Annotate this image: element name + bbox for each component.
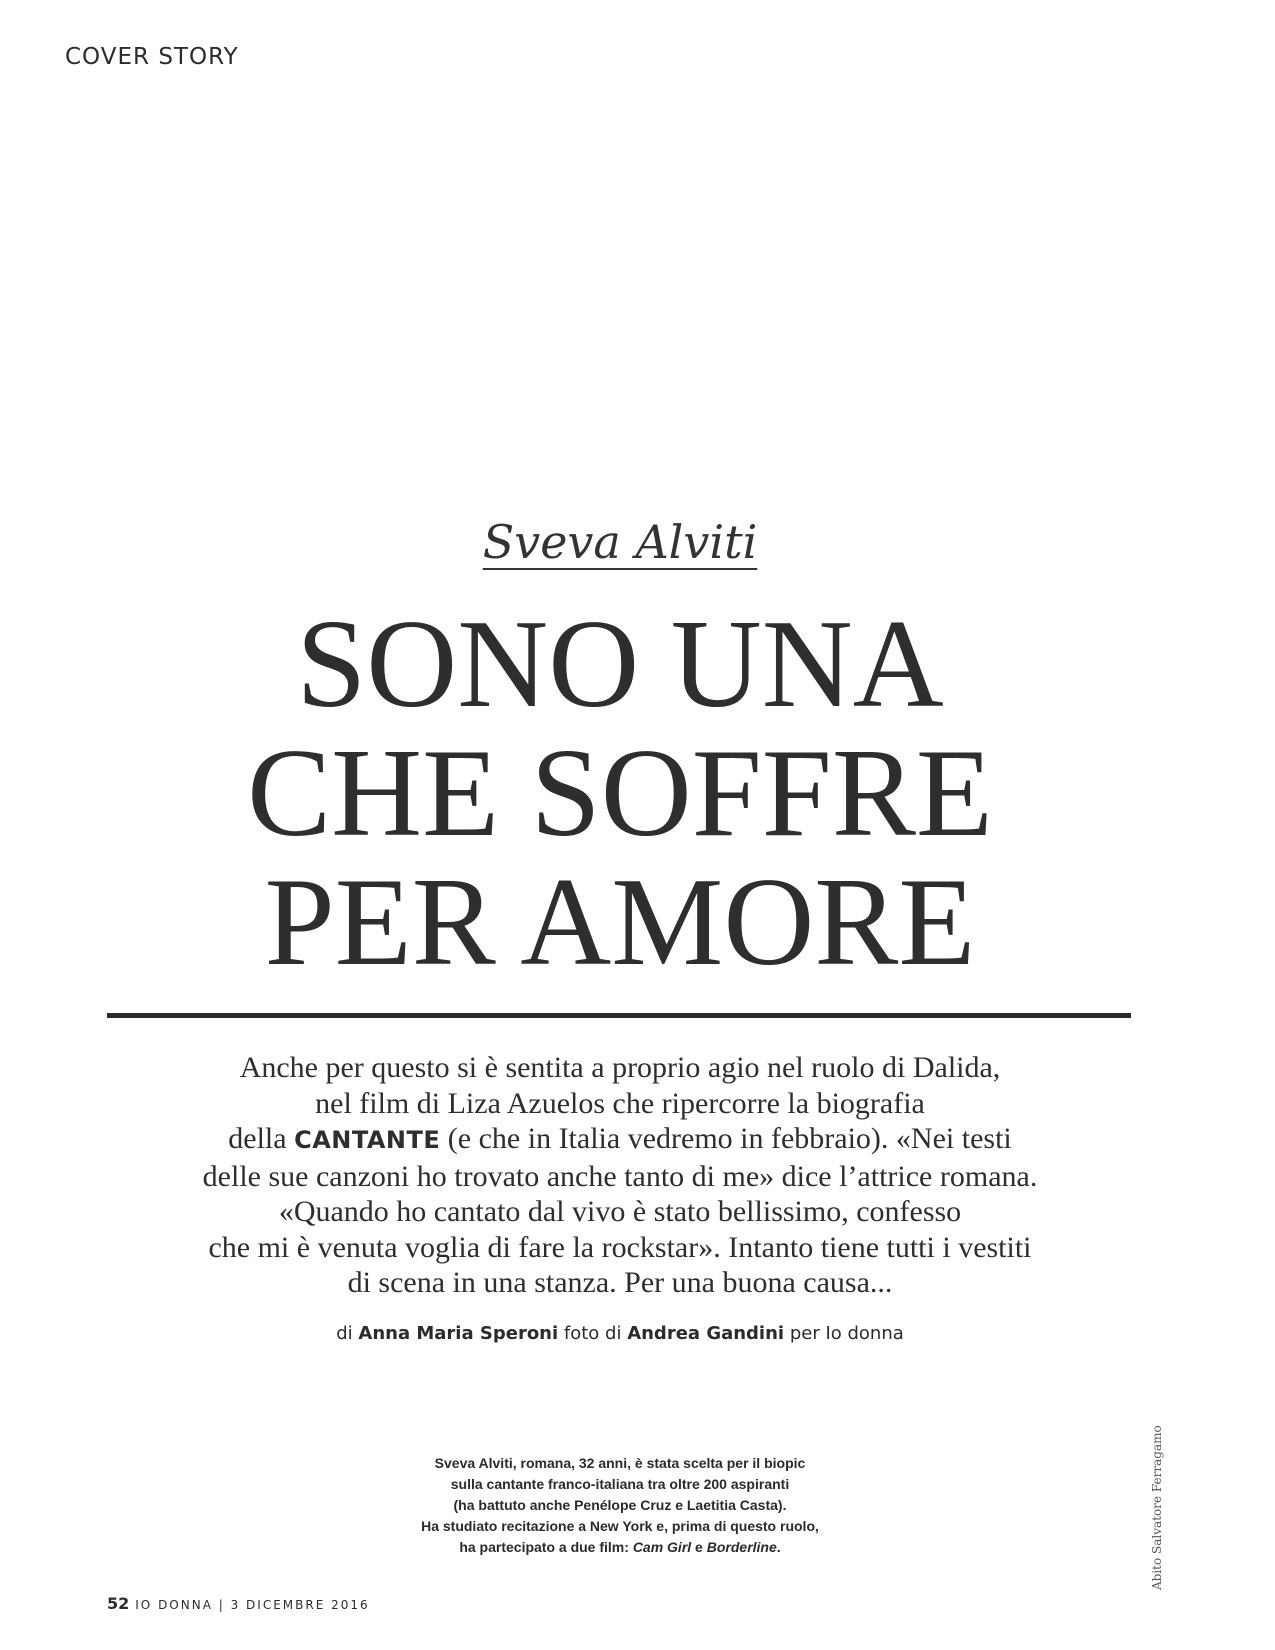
headline <box>0 595 1240 992</box>
caption-line: Ha studiato recitazione a New York e, prima di questo ruolo, <box>421 1518 819 1534</box>
film-title: Cam Girl <box>632 1539 692 1555</box>
headline-line: PER AMORE <box>264 853 976 992</box>
byline-prefix: di <box>336 1323 359 1344</box>
caption-text: ha partecipato a due film: <box>459 1539 633 1555</box>
lead-line: nel film di Liza Azuelos che ripercorre la biografia <box>315 1086 925 1120</box>
caption-text: . <box>776 1539 781 1555</box>
section-label: COVER STORY <box>65 44 239 70</box>
film-title: Borderline <box>706 1539 777 1555</box>
lead-line: di scena in una stanza. Per una buona causa... <box>347 1266 893 1299</box>
photo-prefix: foto di <box>558 1323 628 1344</box>
caption-line: Sveva Alviti, romana, 32 anni, è stata scelta per il biopic <box>434 1455 806 1471</box>
lead-text: (e che in Italia vedremo in febbraio). «Nei testi <box>440 1122 1012 1155</box>
photo-credit: Abito Salvatore Ferragamo <box>1150 1425 1164 1590</box>
photographer-name: Andrea Gandini <box>627 1323 785 1344</box>
kicker-text: Sveva Alviti <box>482 515 758 569</box>
headline-line: SONO UNA <box>296 595 944 734</box>
page-folio <box>107 1594 370 1613</box>
author-name: Anna Maria Speroni <box>358 1323 559 1344</box>
publication-info: IO DONNA | 3 DICEMBRE 2016 <box>135 1598 370 1612</box>
lead-paragraph <box>0 1050 1240 1301</box>
photo-caption <box>380 1453 860 1558</box>
lead-text: della <box>228 1122 295 1155</box>
caption-text: e <box>691 1539 707 1555</box>
caption-line <box>380 1537 860 1558</box>
caption-line: sulla cantante franco-italiana tra oltre 200 aspiranti <box>450 1476 790 1492</box>
byline-suffix: per Io donna <box>784 1323 904 1344</box>
lead-emphasis: CANTANTE <box>294 1126 441 1154</box>
lead-line <box>0 1121 1240 1159</box>
headline-line: CHE SOFFRE <box>247 724 993 863</box>
caption-line: (ha battuto anche Penélope Cruz e Laetitia Casta). <box>453 1497 787 1513</box>
lead-line: «Quando ho cantato dal vivo è stato bellissimo, confesso <box>278 1195 962 1228</box>
lead-line: delle sue canzoni ho trovato anche tanto di me» dice l’attrice romana. <box>202 1159 1038 1193</box>
headline-rule <box>107 1013 1131 1018</box>
page-number: 52 <box>107 1594 130 1613</box>
lead-line: Anche per questo si è sentita a proprio agio nel ruolo di Dalida, <box>239 1051 1001 1084</box>
byline <box>0 1323 1240 1344</box>
kicker-name <box>0 515 1240 569</box>
lead-line: che mi è venuta voglia di fare la rockstar». Intanto tiene tutti i vestiti <box>208 1230 1032 1264</box>
